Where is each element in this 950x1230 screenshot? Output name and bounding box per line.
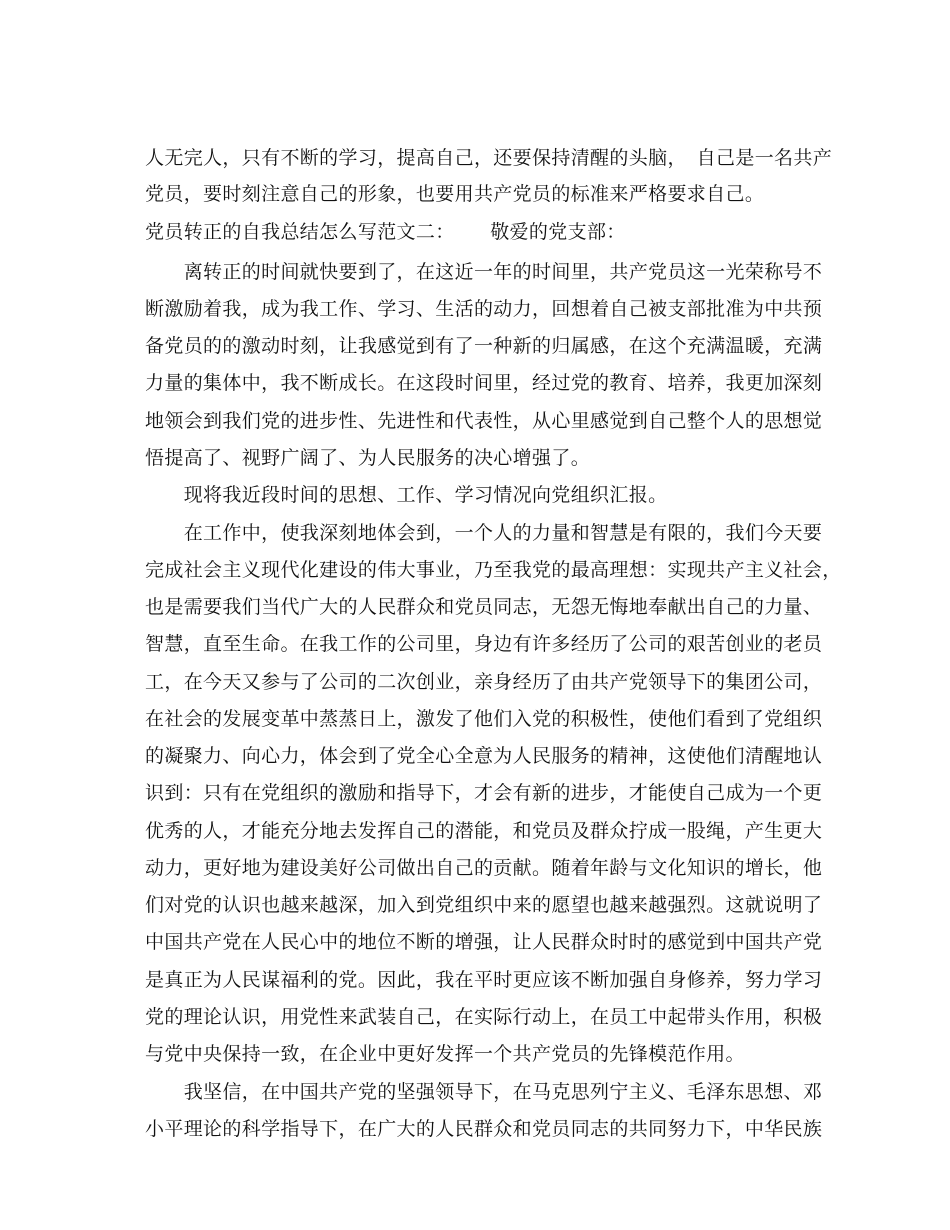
text-line: 智慧，直至生命。在我工作的公司里，身边有许多经历了公司的艰苦创业的老员 [145, 633, 823, 655]
text-line: 在工作中，使我深刻地体会到，一个人的力量和智慧是有限的，我们今天要 [145, 522, 823, 544]
text-line: 在社会的发展变革中蒸蒸日上，激发了他们入党的积极性，使他们看到了党组织 [145, 708, 823, 730]
text-line: 地领会到我们党的进步性、先进性和代表性，从心里感觉到自己整个人的思想觉 [145, 410, 823, 432]
text-line: 党的理论认识，用党性来武装自己，在实际行动上，在员工中起带头作用，积极 [145, 1006, 823, 1028]
text-line: 们对党的认识也越来越深，加入到党组织中来的愿望也越来越强烈。这就说明了 [145, 894, 823, 916]
text-line: 与党中央保持一致，在企业中更好发挥一个共产党员的先锋模范作用。 [145, 1043, 745, 1065]
text-line: 党员转正的自我总结怎么写范文二： 敬爱的党支部： [145, 221, 626, 243]
text-line: 也是需要我们当代广大的人民群众和党员同志，无怨无悔地奉献出自己的力量、 [145, 596, 823, 618]
text-line: 离转正的时间就快要到了，在这近一年的时间里，共产党员这一光荣称号不 [145, 261, 823, 283]
text-line: 备党员的的激动时刻，让我感觉到有了一种新的归属感，在这个充满温暖，充满 [145, 335, 823, 357]
text-line: 人无完人，只有不断的学习，提高自己，还要保持清醒的头脑， 自己是一名共产 [145, 147, 833, 169]
text-line: 的凝聚力、向心力，体会到了党全心全意为人民服务的精神，这使他们清醒地认 [145, 745, 823, 767]
text-line: 小平理论的科学指导下，在广大的人民群众和党员同志的共同努力下，中华民族 [145, 1118, 823, 1140]
text-line: 是真正为人民谋福利的党。因此，我在平时更应该不断加强自身修养，努力学习 [145, 969, 823, 991]
text-line: 现将我近段时间的思想、工作、学习情况向党组织汇报。 [145, 484, 668, 506]
text-line: 我坚信，在中国共产党的坚强领导下，在马克思列宁主义、毛泽东思想、邓 [145, 1081, 823, 1103]
text-line: 断激励着我，成为我工作、学习、生活的动力，回想着自己被支部批准为中共预 [145, 298, 823, 320]
text-line: 完成社会主义现代化建设的伟大事业，乃至我党的最高理想：实现共产主义社会， [145, 559, 842, 581]
text-line: 优秀的人，才能充分地去发挥自己的潜能，和党员及群众拧成一股绳，产生更大 [145, 820, 823, 842]
text-line: 识到：只有在党组织的激励和指导下，才会有新的进步，才能使自己成为一个更 [145, 782, 823, 804]
text-line: 中国共产党在人民心中的地位不断的增强，让人民群众时时的感觉到中国共产党 [145, 931, 823, 953]
text-line: 党员，要时刻注意自己的形象，也要用共产党员的标准来严格要求自己。 [145, 183, 765, 205]
text-line: 动力，更好地为建设美好公司做出自己的贡献。随着年龄与文化知识的增长，他 [145, 857, 823, 879]
text-line: 力量的集体中，我不断成长。在这段时间里，经过党的教育、培养，我更加深刻 [145, 372, 823, 394]
text-line: 工，在今天又参与了公司的二次创业，亲身经历了由共产党领导下的集团公司， [145, 671, 823, 693]
text-line: 悟提高了、视野广阔了、为人民服务的决心增强了。 [145, 447, 591, 469]
